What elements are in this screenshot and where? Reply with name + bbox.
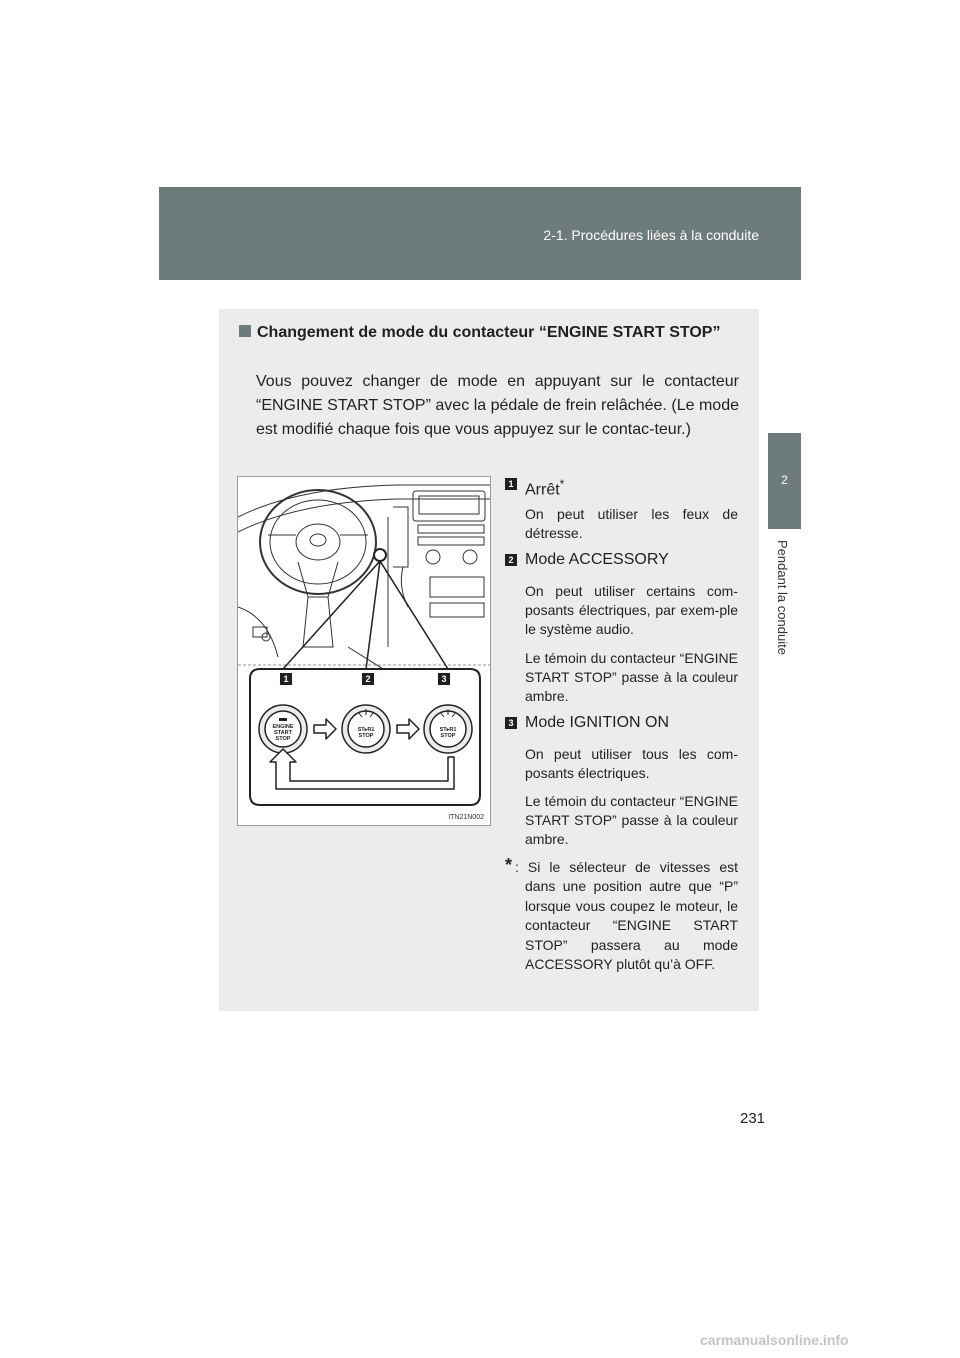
item-2-text-1: On peut utiliser certains com-posants électriques, par exem-ple le système audio. [525, 583, 738, 637]
dashboard-illustration [237, 476, 491, 826]
button-label-st-2: ST▸R1 [357, 727, 375, 733]
footnote-text: : Si le sélecteur de vitesses est dans une position autre que “P” lorsque vous coupez le moteur, le contacteur “ENGINE START STOP” passera au mode ACCESSORY plutôt qu’à OFF. [515, 859, 738, 973]
section-heading [239, 321, 739, 345]
item-2-text-2: Le témoin du contacteur “ENGINE START STOP” passe à la couleur ambre. [525, 650, 738, 704]
chapter-side-label: Pendant la conduite [775, 540, 790, 655]
footnote [505, 855, 738, 974]
button-label-engine: ENGINE [272, 724, 294, 730]
button-label-stop: STOP [275, 736, 291, 742]
item-1-title: Arrêt [525, 481, 560, 499]
chapter-number: 2 [781, 473, 788, 487]
item-3-badge: 3 [505, 717, 517, 729]
site-watermark: carmanualsonline.info [700, 1332, 849, 1348]
item-3-text-2: Le témoin du contacteur “ENGINE START STOP” passe à la couleur ambre. [525, 793, 738, 847]
asterisk-mark: * [559, 477, 565, 491]
item-3-text-1: On peut utiliser tous les com-posants électriques. [525, 746, 738, 781]
item-2-title: Mode ACCESSORY [525, 551, 669, 568]
item-1-badge: 1 [505, 478, 517, 490]
figure-badge-2: 2 [362, 673, 374, 685]
item-2-badge: 2 [505, 554, 517, 566]
figure-badge-1: 1 [280, 673, 292, 685]
figure-caption: ITN21N002 [448, 814, 484, 821]
button-label-stop-3: STOP [440, 733, 456, 739]
button-label-start: START [274, 730, 292, 736]
button-label-stop-2: STOP [358, 733, 374, 739]
button-label-st-3: ST▸R1 [439, 727, 457, 733]
start-button-location-icon [374, 549, 386, 561]
footnote-asterisk: * [505, 855, 513, 875]
chapter-header-bar [159, 187, 801, 280]
item-3-title: Mode IGNITION ON [525, 714, 670, 731]
chapter-title: 2-1. Procédures liées à la conduite [543, 227, 759, 243]
section-intro: Vous pouvez changer de mode en appuyant sur le contacteur “ENGINE START STOP” avec la pédale de frein relâchée. (Le mode est modifié chaque fois que vous appuyez sur le contac-teur.) [256, 373, 739, 438]
dashboard-drawing [238, 477, 490, 825]
item-1-text-1: On peut utiliser les feux de détresse. [525, 506, 738, 541]
page-number: 231 [740, 1110, 766, 1127]
figure-badge-3: 3 [438, 673, 450, 685]
section-heading-text: Changement de mode du contacteur “ENGINE START STOP” [257, 324, 721, 341]
chapter-side-tab [768, 433, 801, 529]
square-bullet-icon [239, 325, 251, 337]
